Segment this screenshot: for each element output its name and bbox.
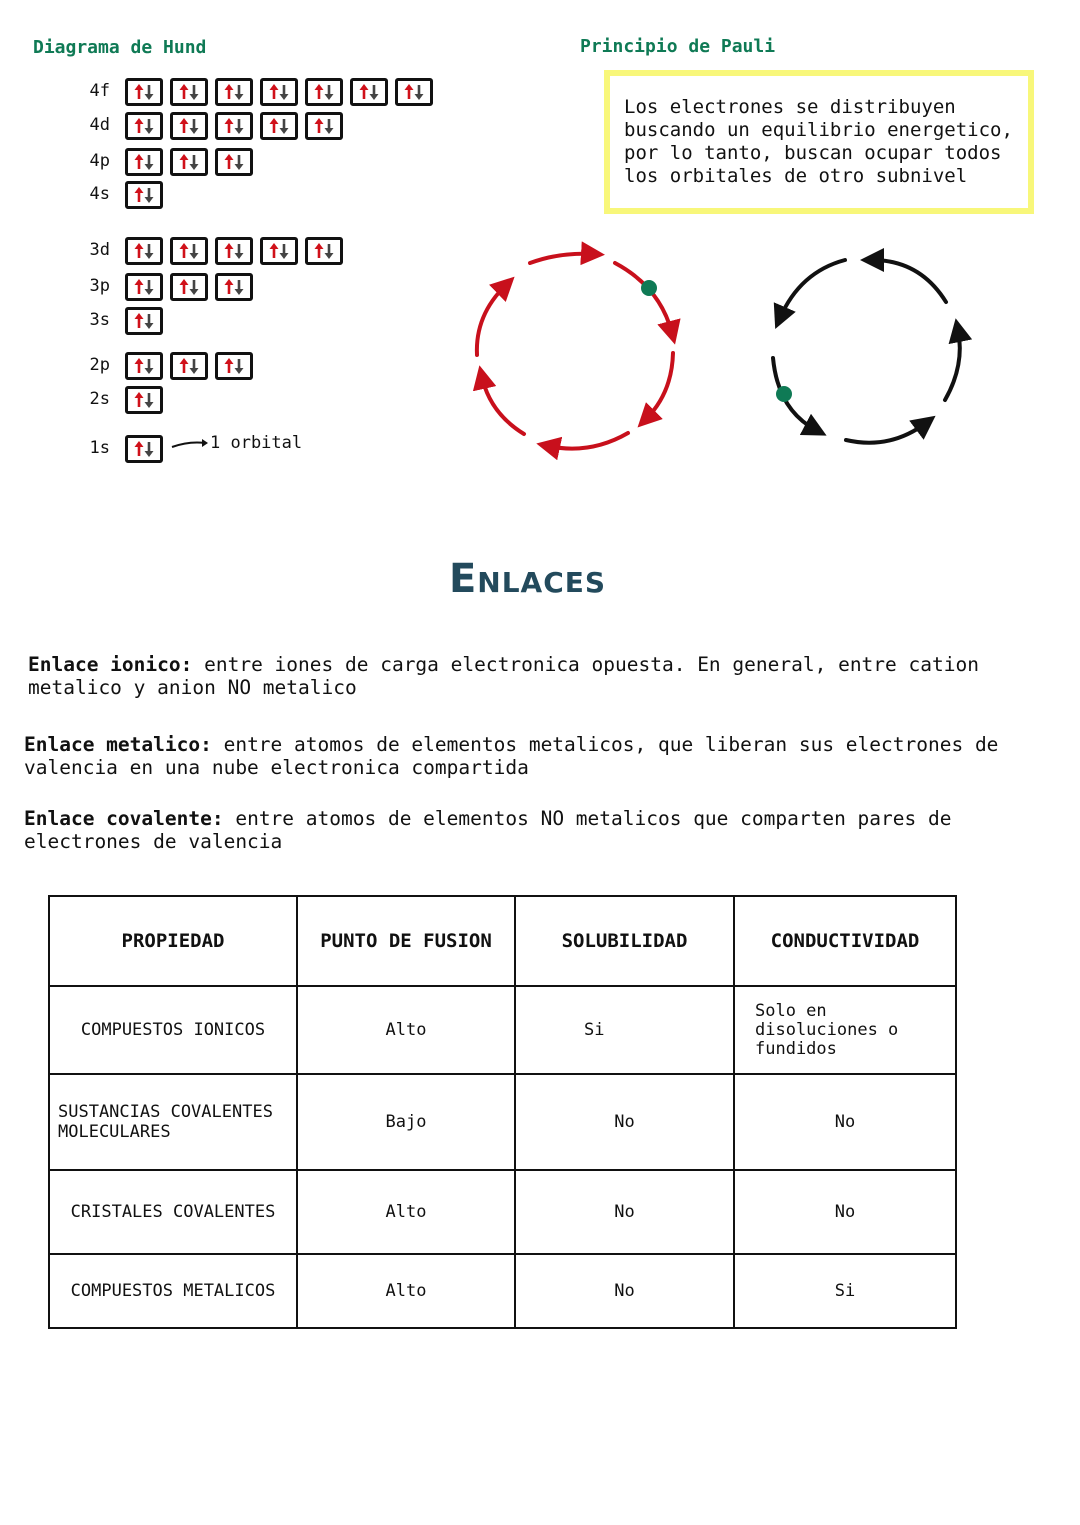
orbital-box: [305, 78, 343, 106]
enlace-description: entre iones de carga electronica opuesta. En general, entre cation metalico y anion NO metalico: [28, 653, 979, 699]
table-cell: Alto: [385, 1020, 427, 1040]
orbital-box: [170, 78, 208, 106]
sublevel-label: 3p: [89, 276, 110, 296]
table-cell: No: [614, 1281, 635, 1301]
electron-pair-arrows-icon: [311, 83, 337, 101]
enlace-description: entre atomos de elementos NO metalicos que comparten pares de electrones de valencia: [24, 807, 952, 853]
enlace-term: Enlace covalente:: [24, 807, 224, 830]
orbital-box: [125, 148, 163, 176]
column-header: PROPIEDAD: [49, 896, 297, 986]
orbital-box: [215, 273, 253, 301]
electron-pair-arrows-icon: [131, 186, 157, 204]
electron-pair-arrows-icon: [221, 357, 247, 375]
orbital-box: [260, 237, 298, 265]
column-header: CONDUCTIVIDAD: [734, 896, 956, 986]
sublevel-label: 4d: [89, 115, 110, 135]
electron-pair-arrows-icon: [176, 83, 202, 101]
electron-pair-arrows-icon: [131, 357, 157, 375]
column-header: SOLUBILIDAD: [515, 896, 734, 986]
orbital-box: [215, 352, 253, 380]
table-row: [49, 986, 956, 1074]
enlace-description: entre atomos de elementos metalicos, que liberan sus electrones de valencia en una nube electronica compartida: [24, 733, 999, 779]
enlace-covalente-paragraph: [24, 807, 984, 853]
orbital-box: [170, 273, 208, 301]
orbital-box: [215, 237, 253, 265]
orbital-row: [125, 237, 343, 265]
orbital-box: [305, 237, 343, 265]
orbital-row: [125, 181, 163, 209]
black-cycle-arrow: [846, 423, 926, 443]
table-cell: Si: [584, 1020, 605, 1040]
red-cycle-arrow: [646, 353, 673, 419]
enlace-ionico-paragraph: [28, 653, 1038, 699]
electron-pair-arrows-icon: [221, 83, 247, 101]
table-cell: No: [614, 1202, 635, 1222]
orbital-box: [215, 112, 253, 140]
sublevel-label: 1s: [89, 438, 110, 458]
orbital-box: [305, 112, 343, 140]
black-cycle-arrow: [872, 260, 946, 302]
electron-pair-arrows-icon: [131, 391, 157, 409]
sublevel-label: 4f: [89, 81, 110, 101]
table-cell: Si: [834, 1281, 856, 1301]
orbital-box: [260, 112, 298, 140]
orbital-box: [170, 112, 208, 140]
table-cell: Alto: [385, 1281, 427, 1301]
sublevel-label: 4p: [89, 151, 110, 171]
electron-pair-arrows-icon: [176, 278, 202, 296]
table-header-row: [49, 896, 956, 986]
table-row: [49, 1254, 956, 1328]
electron-pair-arrows-icon: [176, 153, 202, 171]
electron-dot: [776, 386, 792, 402]
enlace-term: Enlace metalico:: [24, 733, 212, 756]
table-cell: No: [614, 1112, 635, 1132]
table-row: [49, 1170, 956, 1254]
orbital-box: [395, 78, 433, 106]
red-cycle-arrow: [477, 285, 506, 355]
red-cycle-arrow: [615, 263, 672, 333]
red-cycle-arrow: [548, 433, 628, 449]
sublevel-label: 3s: [89, 310, 110, 330]
electron-pair-arrows-icon: [176, 117, 202, 135]
enlace-metalico-paragraph: [24, 733, 1034, 779]
orbital-box: [125, 435, 163, 463]
electron-dot: [641, 280, 657, 296]
annotation-arrow-icon: [171, 436, 209, 455]
table-row: [49, 1074, 956, 1170]
electron-pair-arrows-icon: [221, 242, 247, 260]
black-cycle-arrow: [945, 330, 960, 400]
table-cell: Alto: [385, 1202, 427, 1222]
electron-pair-arrows-icon: [266, 117, 292, 135]
table-cell: COMPUESTOS IONICOS: [80, 1020, 266, 1040]
red-cycle-arrow: [530, 254, 593, 263]
orbital-box: [215, 148, 253, 176]
electron-pair-arrows-icon: [221, 117, 247, 135]
table-cell: No: [834, 1112, 856, 1132]
orbital-box: [125, 386, 163, 414]
pauli-definition-box: [604, 70, 1034, 214]
electron-pair-arrows-icon: [131, 278, 157, 296]
electron-pair-arrows-icon: [131, 242, 157, 260]
electron-pair-arrows-icon: [131, 153, 157, 171]
table-cell: Bajo: [385, 1112, 427, 1132]
enlace-term: Enlace ionico:: [28, 653, 193, 676]
electron-pair-arrows-icon: [356, 83, 382, 101]
orbital-row: [125, 435, 163, 463]
table-cell: CRISTALES COVALENTES: [70, 1202, 276, 1222]
orbital-box: [125, 273, 163, 301]
orbital-box: [125, 112, 163, 140]
table-cell: SUSTANCIAS COVALENTES MOLECULARES: [58, 1102, 273, 1142]
black-cycle-arrow: [780, 260, 845, 318]
sublevel-label: 2p: [89, 355, 110, 375]
orbital-row: [125, 352, 253, 380]
electron-pair-arrows-icon: [311, 242, 337, 260]
orbital-row: [125, 307, 163, 335]
electron-pair-arrows-icon: [131, 312, 157, 330]
black-cycle-diagram: [760, 240, 980, 460]
electron-pair-arrows-icon: [176, 357, 202, 375]
orbital-row: [125, 112, 343, 140]
enlaces-title: Enlaces: [448, 556, 607, 602]
table-cell: No: [834, 1202, 856, 1222]
electron-pair-arrows-icon: [266, 83, 292, 101]
orbital-row: [125, 386, 163, 414]
orbital-box: [350, 78, 388, 106]
electron-pair-arrows-icon: [401, 83, 427, 101]
orbital-box: [125, 352, 163, 380]
properties-table: [48, 895, 957, 1329]
orbital-box: [125, 237, 163, 265]
electron-pair-arrows-icon: [311, 117, 337, 135]
electron-pair-arrows-icon: [131, 83, 157, 101]
electron-pair-arrows-icon: [131, 117, 157, 135]
orbital-row: [125, 273, 253, 301]
table-cell: Solo en disoluciones o fundidos: [755, 1000, 899, 1059]
orbital-box: [125, 78, 163, 106]
pauli-title: Principio de Pauli: [580, 36, 776, 57]
electron-pair-arrows-icon: [176, 242, 202, 260]
orbital-box: [260, 78, 298, 106]
column-header: PUNTO DE FUSION: [297, 896, 515, 986]
orbital-box: [215, 78, 253, 106]
sublevel-label: 3d: [89, 240, 110, 260]
electron-pair-arrows-icon: [221, 278, 247, 296]
electron-pair-arrows-icon: [266, 242, 292, 260]
electron-pair-arrows-icon: [131, 440, 157, 458]
table-cell: COMPUESTOS METALICOS: [70, 1281, 276, 1301]
orbital-annotation: 1 orbital: [210, 433, 303, 453]
sublevel-label: 2s: [89, 389, 110, 409]
orbital-row: [125, 148, 253, 176]
red-cycle-arrow: [482, 377, 524, 434]
electron-pair-arrows-icon: [221, 153, 247, 171]
orbital-box: [125, 181, 163, 209]
orbital-box: [170, 148, 208, 176]
orbital-box: [125, 307, 163, 335]
sublevel-label: 4s: [89, 184, 110, 204]
hund-title: Diagrama de Hund: [33, 37, 207, 58]
red-cycle-diagram: [460, 235, 700, 465]
orbital-box: [170, 352, 208, 380]
orbital-box: [170, 237, 208, 265]
orbital-row: [125, 78, 433, 106]
pauli-definition-text: Los electrones se distribuyen buscando un equilibrio energetico, por lo tanto, buscan ocupar todos los orbitales de otro subnivel: [624, 96, 1013, 187]
